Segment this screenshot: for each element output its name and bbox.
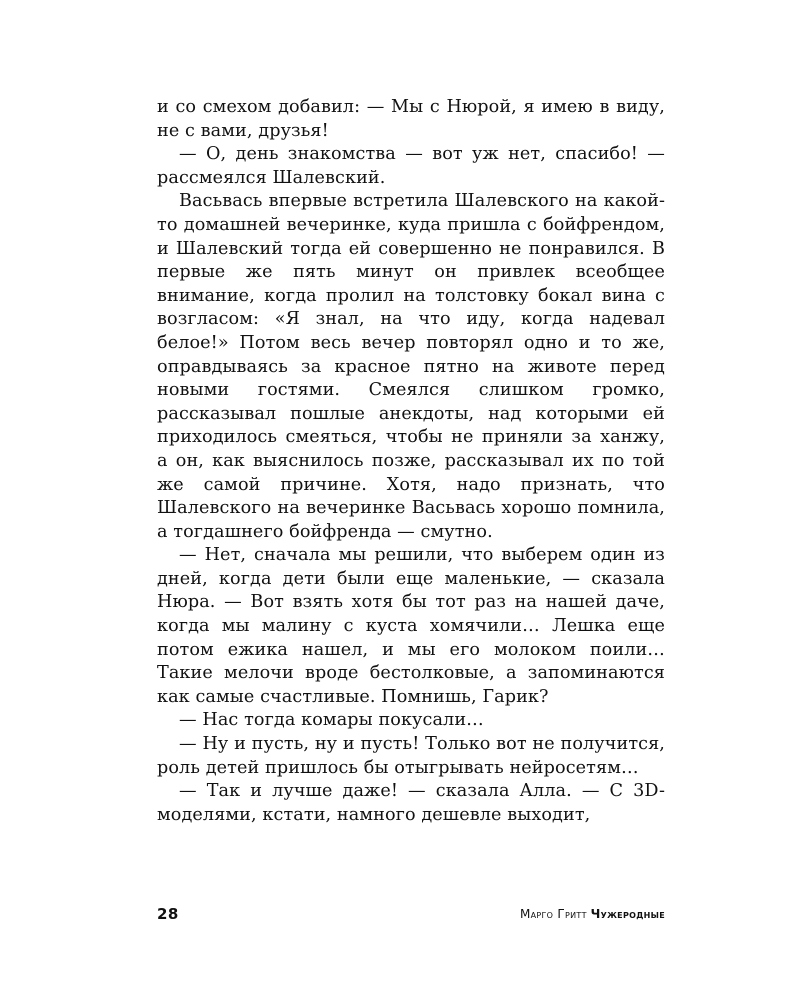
running-head-book-title: Чужеродные — [590, 907, 665, 921]
paragraph-1: и со смехом добавил: — Мы с Нюрой, я имею в виду, не с вами, друзья! — [157, 97, 665, 141]
paragraph-7: — Так и лучше даже! — сказала Алла. — С 3D-моделями, кстати, намного дешевле выходит, — [157, 781, 665, 825]
running-head-author: Марго Гритт — [519, 907, 587, 921]
paragraph-2: — О, день знакомства — вот уж нет, спасибо! — рассмеялся Шалевский. — [157, 144, 665, 188]
running-head — [520, 907, 665, 921]
body-text — [157, 96, 665, 827]
paragraph-5: — Нас тогда комары покусали… — [179, 710, 484, 731]
page-number: 28 — [157, 905, 179, 923]
paragraph-6: — Ну и пусть, ну и пусть! Только вот не получится, роль детей пришлось бы отыгрывать нейросетям… — [157, 734, 665, 778]
page-footer — [157, 905, 665, 927]
paragraph-3: Васьвась впервые встретила Шалевского на какой-то домашней вечеринке, куда пришла с бойфрендом, и Шалевский тогда ей совершенно не понравился. В первые же пять минут он привлек всеобщее внимание, когда пролил на толстовку бокал вина с возгласом: «Я знал, на что иду, когда надевал белое!» Потом весь вечер повторял одно и то же, оправдываясь за красное пятно на животе перед новыми гостями. Смеялся слишком громко, рассказывал пошлые анекдоты, над которыми ей приходилось смеяться, чтобы не приняли за ханжу, а он, как выяснилось позже, рассказывал их по той же самой причине. Хотя, надо признать, что Шалевского на вечеринке Васьвась хорошо помнила, а тогдашнего бойфренда — смутно. — [157, 191, 665, 542]
paragraph-4: — Нет, сначала мы решили, что выберем один из дней, когда дети были еще маленькие, — сказала Нюра. — Вот взять хотя бы тот раз на нашей даче, когда мы малину с куста хомячили… Лешка еще потом ежика нашел, и мы его молоком поили… Такие мелочи вроде бестолковые, а запоминаются как самые счастливые. Помнишь, Гарик? — [157, 545, 665, 707]
